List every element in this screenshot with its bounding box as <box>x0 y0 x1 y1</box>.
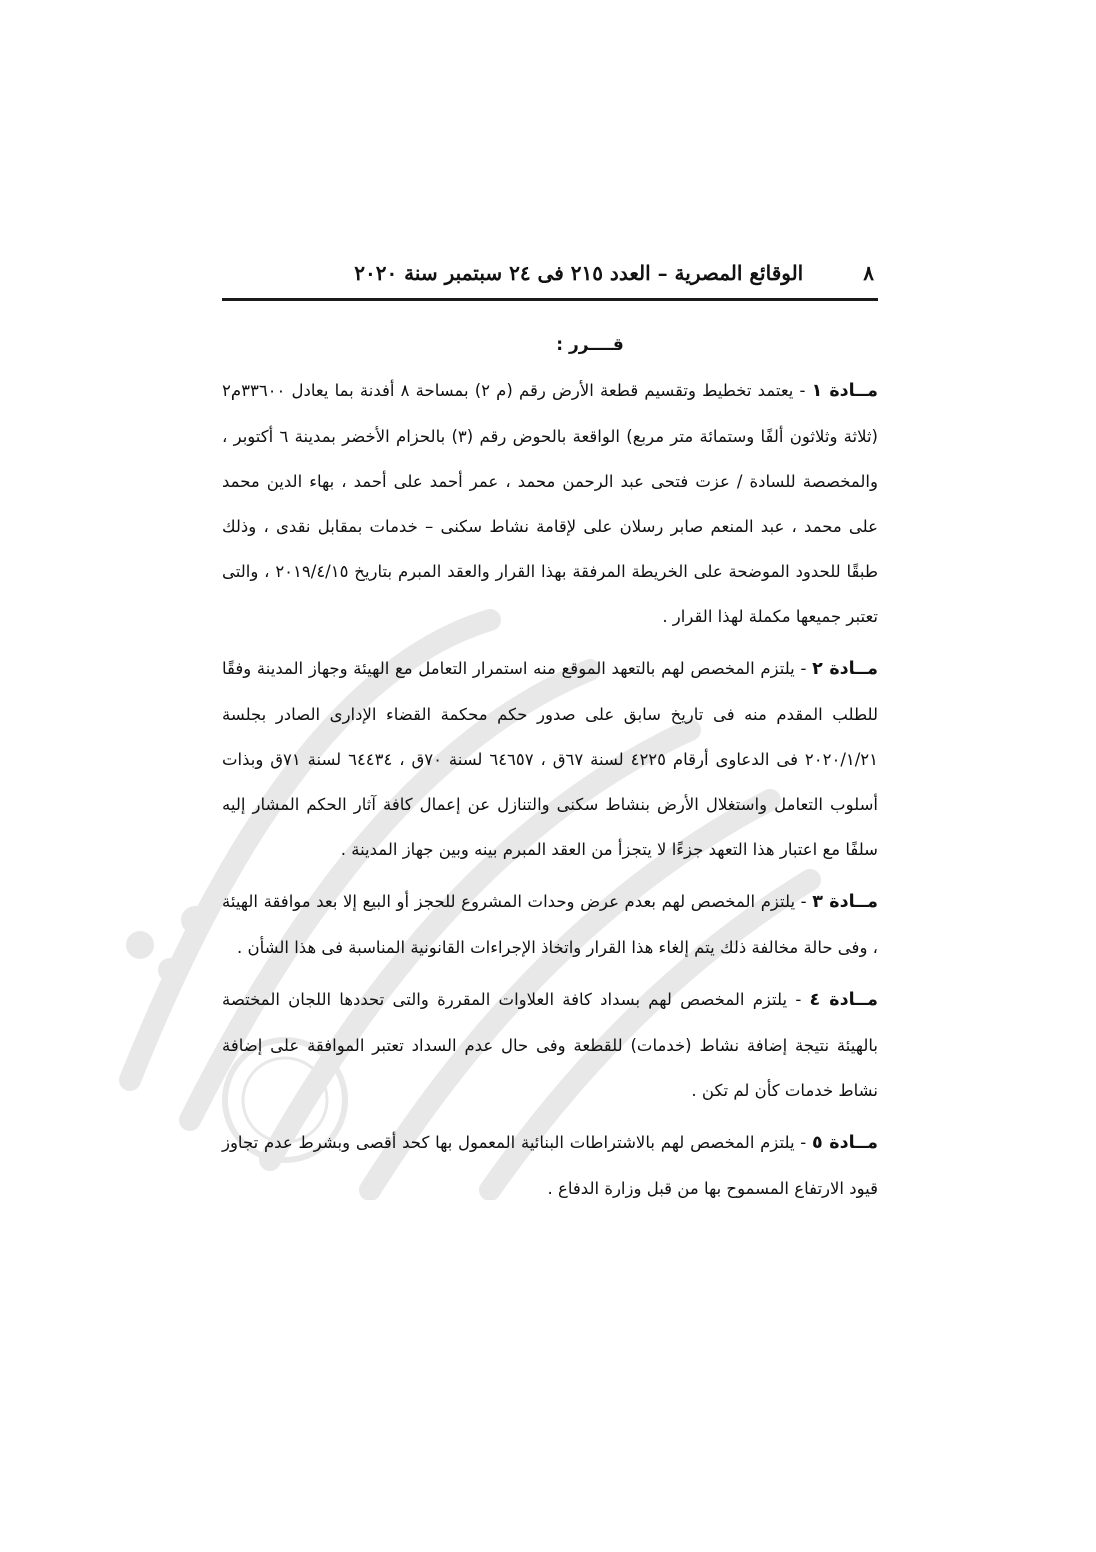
article-1-label: مــادة ١ <box>811 381 878 401</box>
article-1 <box>222 368 878 639</box>
article-4-label: مــادة ٤ <box>809 990 878 1010</box>
article-1-text: - يعتمد تخطيط وتقسيم قطعة الأرض رقم (م ٢) بمساحة ٨ أفدنة بما يعادل ٣٣٦٠٠م٢ (ثلاثة وثلاثون ألفًا وستمائة متر مربع) الواقعة بالحوض رقم (٣) بالحزام الأخضر بمدينة ٦ أكتوبر ، والمخصصة للسادة / عزت فتحى عبد الرحمن محمد ، عمر أحمد على أحمد ، بهاء الدين محمد على محمد ، عبد المنعم صابر رسلان على لإقامة نشاط سكنى – خدمات بمقابل نقدى ، وذلك طبقًا للحدود الموضحة على الخريطة المرفقة بهذا القرار والعقد المبرم بتاريخ ٢٠١٩/٤/١٥ ، والتى تعتبر جميعها مكملة لهذا القرار . <box>222 381 878 626</box>
gazette-issue-title: الوقائع المصرية – العدد ٢١٥ فى ٢٤ سبتمبر سنة ٢٠٢٠ <box>354 261 804 285</box>
page-number: ٨ <box>863 261 874 285</box>
article-2 <box>222 646 878 872</box>
article-3-label: مــادة ٣ <box>812 892 878 912</box>
article-3 <box>222 879 878 970</box>
page-header <box>222 248 878 301</box>
article-3-text: - يلتزم المخصص لهم بعدم عرض وحدات المشروع للحجز أو البيع إلا بعد موافقة الهيئة ، وفى حالة مخالفة ذلك يتم إلغاء هذا القرار واتخاذ الإجراءات القانونية المناسبة فى هذا الشأن . <box>222 892 878 957</box>
decision-body <box>222 330 878 1218</box>
article-5-label: مــادة ٥ <box>812 1133 878 1153</box>
article-5 <box>222 1120 878 1211</box>
article-4 <box>222 977 878 1113</box>
decision-heading: قــــرر : <box>556 335 624 355</box>
article-2-label: مــادة ٢ <box>812 659 878 679</box>
article-5-text: - يلتزم المخصص لهم بالاشتراطات البنائية المعمول بها كحد أقصى وبشرط عدم تجاوز قيود الارتفاع المسموح بها من قبل وزارة الدفاع . <box>222 1133 878 1198</box>
article-4-text: - يلتزم المخصص لهم بسداد كافة العلاوات المقررة والتى تحددها اللجان المختصة بالهيئة نتيجة إضافة نشاط (خدمات) للقطعة وفى حال عدم السداد تعتبر الموافقة على إضافة نشاط خدمات كأن لم تكن . <box>222 990 878 1100</box>
article-2-text: - يلتزم المخصص لهم بالتعهد الموقع منه استمرار التعامل مع الهيئة وجهاز المدينة وفقًا للطلب المقدم منه فى تاريخ سابق على صدور حكم محكمة القضاء الإدارى الصادر بجلسة ٢٠٢٠/١/٢١ فى الدعاوى أرقام ٤٢٢٥ لسنة ٦٧ق ، ٦٤٦٥٧ لسنة ٧٠ق ، ٦٤٤٣٤ لسنة ٧١ق وبذات أسلوب التعامل واستغلال الأرض بنشاط سكنى والتنازل عن إعمال كافة آثار الحكم المشار إليه سلفًا مع اعتبار هذا التعهد جزءًا لا يتجزأ من العقد المبرم بينه وبين جهاز المدينة . <box>222 659 879 859</box>
